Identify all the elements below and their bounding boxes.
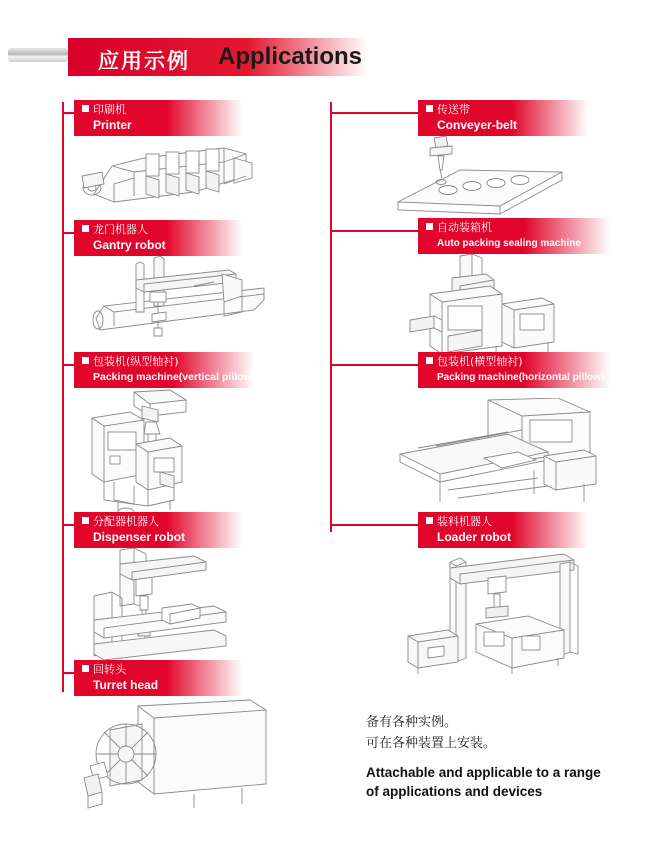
gantry-robot-illustration [74, 256, 274, 346]
label-vertical-packing-machine [74, 352, 254, 388]
page-header [0, 30, 650, 80]
header-title-band [68, 38, 368, 76]
footer-en-line-2: of applications and devices [366, 784, 543, 799]
vertical-pillow-packing-machine-illustration [74, 388, 224, 518]
printing-machine-illustration [74, 136, 264, 208]
label-cn: 装料机器人 [426, 512, 588, 530]
branch-line [62, 524, 74, 526]
label-cn: 包装机(纵型轴衬) [82, 352, 254, 370]
label-en: Auto packing sealing machine [437, 238, 581, 249]
footer-cn-line-1: 备有各种实例。 [366, 715, 458, 730]
dispenser-robot-illustration [74, 548, 234, 660]
label-cn: 分配器机器人 [82, 512, 242, 530]
horizontal-pillow-packing-machine-illustration [388, 398, 598, 518]
label-en: Printer [93, 118, 132, 132]
branch-line [62, 112, 74, 114]
label-en: Packing machine(vertical pillow) [93, 371, 256, 383]
label-gantry-robot [74, 220, 242, 256]
label-cn: 回转头 [82, 660, 242, 678]
label-cn: 传送带 [426, 100, 588, 118]
left-column-connector-line [62, 102, 64, 692]
branch-line [330, 524, 418, 526]
label-en: Turret head [93, 678, 159, 692]
label-cn: 印刷机 [82, 100, 242, 118]
label-printer [74, 100, 242, 136]
label-conveyer-belt [418, 100, 588, 136]
label-en: Dispenser robot [93, 530, 186, 544]
label-cn: 包装机(横型轴衬) [426, 352, 610, 370]
branch-line [330, 364, 418, 366]
auto-packing-sealing-machine-illustration [390, 254, 570, 362]
page-title-cn: 应用示例 [98, 49, 190, 73]
label-en: Conveyer-belt [437, 118, 518, 132]
page-title-en: Applications [218, 43, 363, 70]
branch-line [62, 672, 74, 674]
footer-note [366, 712, 636, 801]
label-en: Loader robot [437, 530, 511, 544]
branch-line [330, 112, 418, 114]
label-dispenser-robot [74, 512, 242, 548]
branch-line [330, 230, 418, 232]
label-en: Packing machine(horizontal pillow) [437, 372, 605, 383]
label-cn: 龙门机器人 [82, 220, 242, 238]
label-turret-head [74, 660, 242, 696]
branch-line [62, 232, 74, 234]
conveyer-belt-illustration [390, 136, 570, 216]
right-column-connector-line [330, 102, 332, 532]
branch-line [62, 364, 74, 366]
label-en: Gantry robot [93, 238, 166, 252]
label-horizontal-packing-machine [418, 352, 610, 388]
label-cn: 自动装箱机 [426, 218, 610, 236]
footer-en-line-1: Attachable and applicable to a range [366, 765, 601, 780]
turret-head-illustration [74, 696, 274, 816]
loader-robot-illustration [388, 552, 598, 677]
header-accent-bar [8, 48, 68, 62]
footer-cn-line-2: 可在各种装置上安装。 [366, 736, 497, 751]
label-auto-packing-sealing-machine [418, 218, 610, 254]
label-loader-robot [418, 512, 588, 548]
